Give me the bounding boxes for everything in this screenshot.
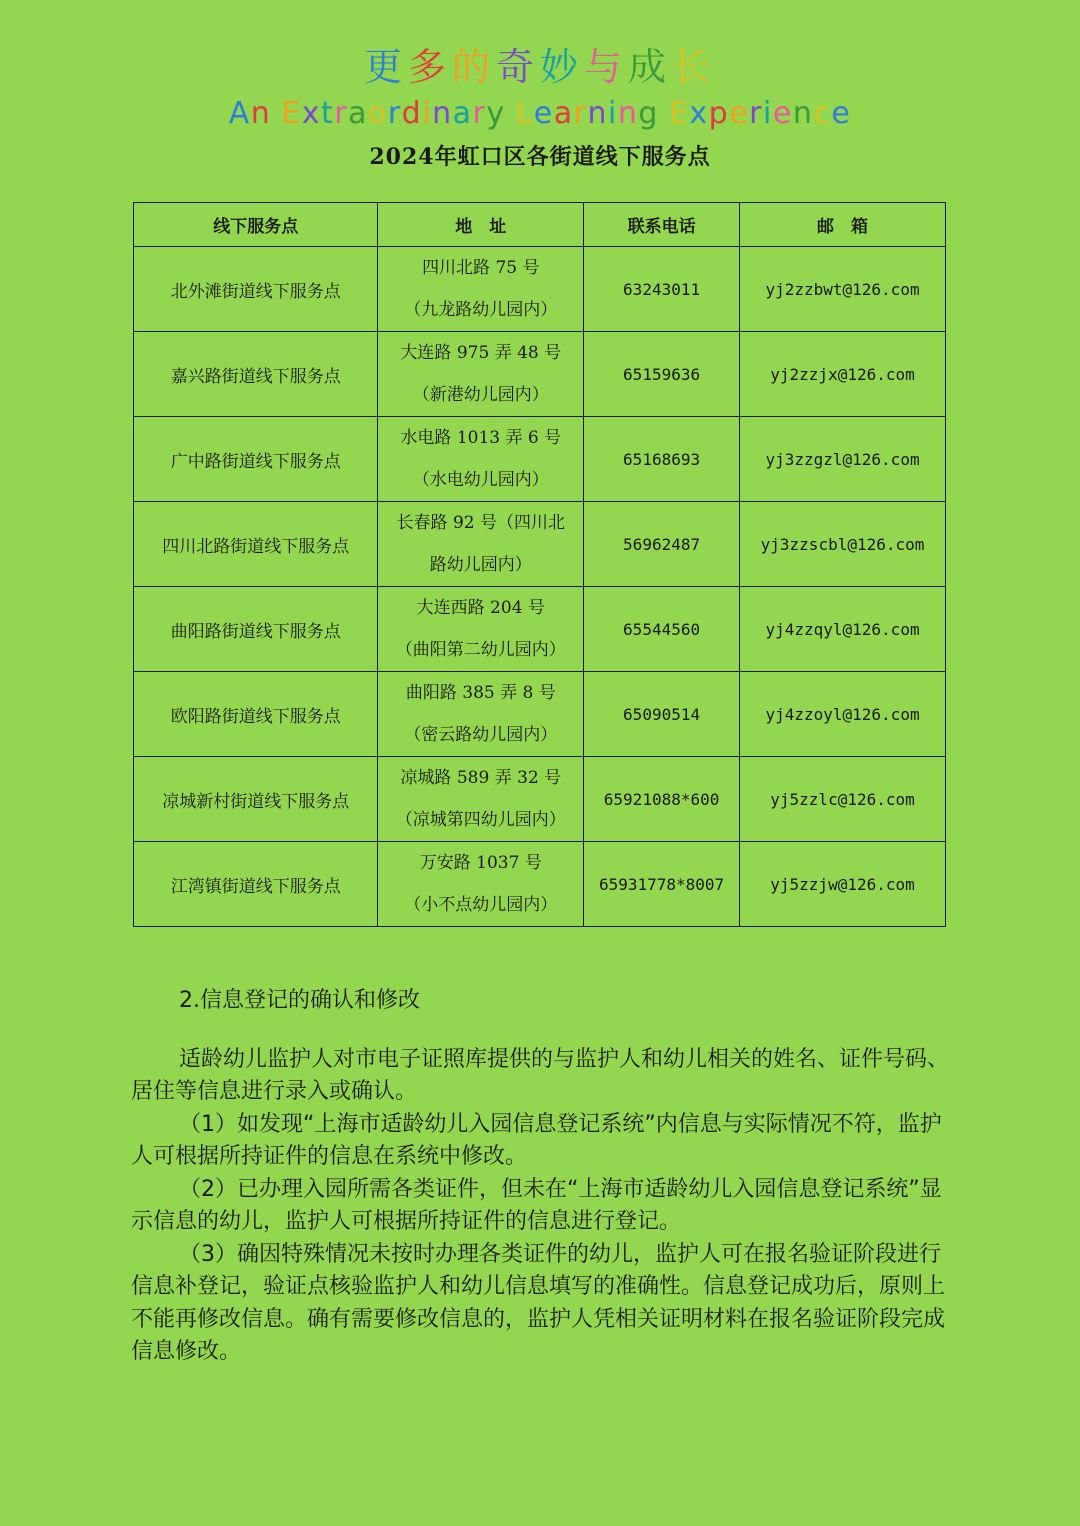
service-point-name: 广中路街道线下服务点 xyxy=(134,417,378,502)
service-point-name: 江湾镇街道线下服务点 xyxy=(134,842,378,927)
paragraph-2: （1）如发现“上海市适龄幼儿入园信息登记系统”内信息与实际情况不符，监护人可根据所持证件的信息在系统中修改。 xyxy=(131,1111,942,1169)
table-row xyxy=(134,842,946,927)
address-cell xyxy=(378,247,584,332)
table-row xyxy=(134,417,946,502)
address-line-1: 大连路 975 弄 48 号 xyxy=(400,343,562,363)
address-line-1: 凉城路 589 弄 32 号 xyxy=(400,768,562,788)
table-row xyxy=(134,587,946,672)
email-cell: yj2zzbwt@126.com xyxy=(740,247,946,332)
address-line-1: 大连西路 204 号 xyxy=(416,598,545,618)
email-cell: yj4zzqyl@126.com xyxy=(740,587,946,672)
address-cell xyxy=(378,417,584,502)
service-point-name: 北外滩街道线下服务点 xyxy=(134,247,378,332)
header-address: 地 址 xyxy=(378,203,584,247)
address-line-1: 四川北路 75 号 xyxy=(422,258,540,278)
address-cell xyxy=(378,842,584,927)
table-row xyxy=(134,502,946,587)
service-point-name: 凉城新村街道线下服务点 xyxy=(134,757,378,842)
slogan-chinese: 更多的奇妙与成长 xyxy=(363,45,717,89)
service-point-name: 曲阳路街道线下服务点 xyxy=(134,587,378,672)
phone-cell: 65921088*600 xyxy=(584,757,740,842)
slogan-english: An Extraordinary Learning Experience xyxy=(228,96,852,131)
address-line-2: （密云路幼儿园内） xyxy=(404,725,558,745)
email-cell: yj3zzgzl@126.com xyxy=(740,417,946,502)
service-point-name: 嘉兴路街道线下服务点 xyxy=(134,332,378,417)
phone-cell: 65931778*8007 xyxy=(584,842,740,927)
header-email: 邮 箱 xyxy=(740,203,946,247)
address-cell xyxy=(378,332,584,417)
table-row xyxy=(134,757,946,842)
paragraph-1: 适龄幼儿监护人对市电子证照库提供的与监护人和幼儿相关的姓名、证件号码、居住等信息进行录入或确认。 xyxy=(131,1046,950,1104)
header-service-point: 线下服务点 xyxy=(134,203,378,247)
address-line-2: （小不点幼儿园内） xyxy=(404,895,558,915)
email-cell: yj5zzjw@126.com xyxy=(740,842,946,927)
address-line-2: （新港幼儿园内） xyxy=(412,385,549,405)
service-point-name: 欧阳路街道线下服务点 xyxy=(134,672,378,757)
section-title: 2.信息登记的确认和修改 xyxy=(179,988,420,1013)
address-line-2: （曲阳第二幼儿园内） xyxy=(395,640,566,660)
address-line-1: 长春路 92 号（四川北 xyxy=(396,513,566,533)
address-line-2: 路幼儿园内） xyxy=(429,555,532,575)
service-point-name: 四川北路街道线下服务点 xyxy=(134,502,378,587)
header-logo xyxy=(0,38,1080,134)
table-row xyxy=(134,332,946,417)
table-row xyxy=(134,672,946,757)
header-phone: 联系电话 xyxy=(584,203,740,247)
phone-cell: 65544560 xyxy=(584,587,740,672)
email-cell: yj5zzlc@126.com xyxy=(740,757,946,842)
table-row xyxy=(134,247,946,332)
email-cell: yj4zzoyl@126.com xyxy=(740,672,946,757)
phone-cell: 63243011 xyxy=(584,247,740,332)
service-points-table xyxy=(133,202,946,927)
phone-cell: 65159636 xyxy=(584,332,740,417)
phone-cell: 56962487 xyxy=(584,502,740,587)
page-title: 2024年虹口区各街道线下服务点 xyxy=(369,144,711,170)
phone-cell: 65090514 xyxy=(584,672,740,757)
phone-cell: 65168693 xyxy=(584,417,740,502)
email-cell: yj3zzscbl@126.com xyxy=(740,502,946,587)
email-cell: yj2zzjx@126.com xyxy=(740,332,946,417)
paragraph-3: （2）已办理入园所需各类证件，但未在“上海市适龄幼儿入园信息登记系统”显示信息的幼儿，监护人可根据所持证件的信息进行登记。 xyxy=(131,1176,942,1234)
address-line-1: 曲阳路 385 弄 8 号 xyxy=(405,683,556,703)
address-line-1: 水电路 1013 弄 6 号 xyxy=(400,428,562,448)
address-line-2: （水电幼儿园内） xyxy=(412,470,549,490)
address-cell xyxy=(378,672,584,757)
info-section xyxy=(131,985,951,1369)
paragraph-4: （3）确因特殊情况未按时办理各类证件的幼儿，监护人可在报名验证阶段进行信息补登记，验证点核验监护人和幼儿信息填写的准确性。信息登记成功后，原则上不能再修改信息。确有需要修改信息的，监护人凭相关证明材料在报名验证阶段完成信息修改。 xyxy=(131,1241,946,1364)
address-cell xyxy=(378,502,584,587)
table-header-row xyxy=(134,203,946,247)
address-cell xyxy=(378,587,584,672)
address-line-2: （凉城第四幼儿园内） xyxy=(395,810,566,830)
address-cell xyxy=(378,757,584,842)
address-line-2: （九龙路幼儿园内） xyxy=(404,300,558,320)
address-line-1: 万安路 1037 号 xyxy=(419,853,542,873)
